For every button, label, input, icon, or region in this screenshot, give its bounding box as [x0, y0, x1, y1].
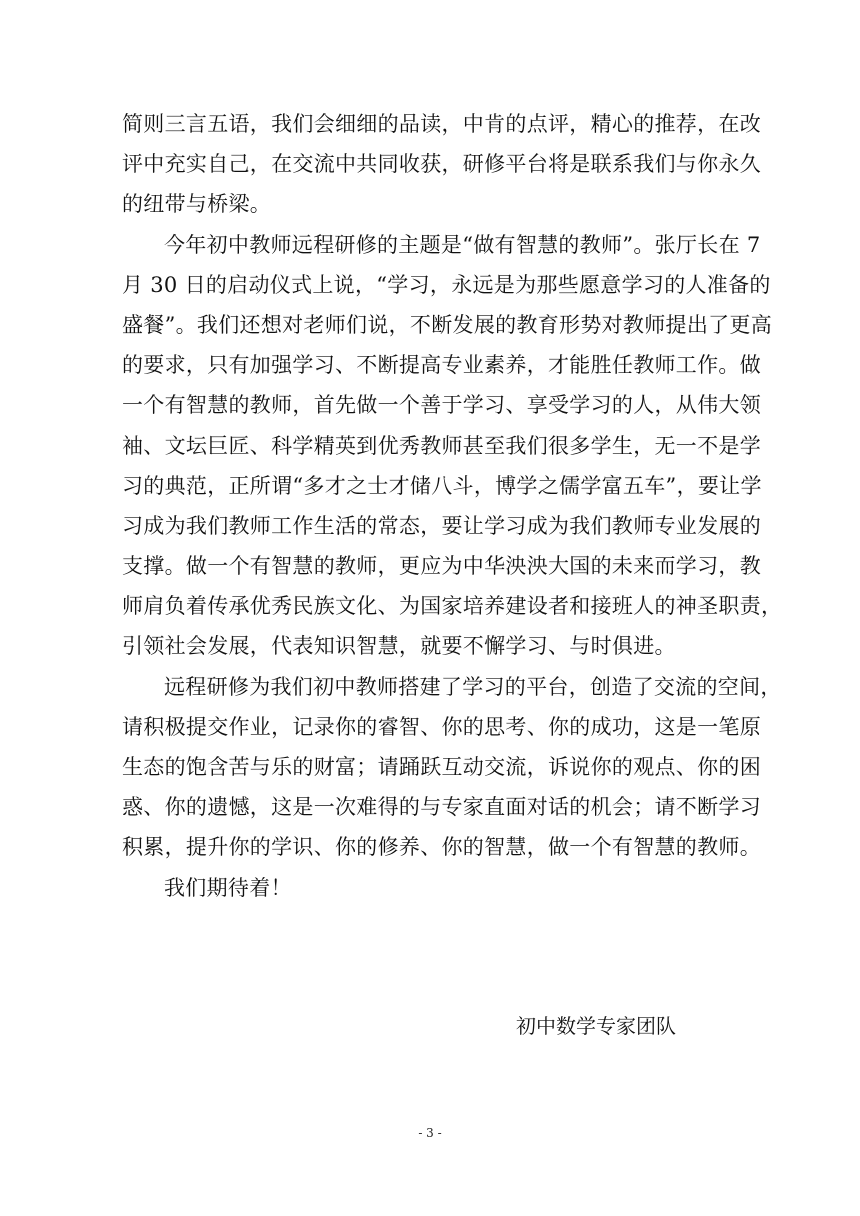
text-line: 习成为我们教师工作生活的常态，要让学习成为我们教师专业发展的 — [122, 513, 761, 538]
text-line: 支撑。做一个有智慧的教师，更应为中华泱泱大国的未来而学习，教 — [122, 554, 761, 579]
text-line: 积累，提升你的学识、你的修养、你的智慧，做一个有智慧的教师。 — [122, 835, 761, 860]
closing-line: 我们期待着！ — [164, 875, 292, 900]
text-line: 请积极提交作业，记录你的睿智、你的思考、你的成功，这是一笔原 — [122, 714, 761, 739]
page-number: - 3 - — [418, 1126, 442, 1140]
text-line: 月 30 日的启动仪式上说，“学习，永远是为那些愿意学习的人准备的 — [122, 272, 771, 297]
text-line: 的纽带与桥梁。 — [122, 192, 272, 217]
text-line: 引领社会发展，代表知识智慧，就要不懈学习、与时俱进。 — [122, 634, 676, 659]
text-line: 习的典范，正所谓“多才之士才储八斗，博学之儒学富五车”，要让学 — [122, 473, 762, 498]
body-text — [122, 104, 783, 908]
text-line: 一个有智慧的教师，首先做一个善于学习、享受学习的人，从伟大领 — [122, 393, 761, 418]
text-line: 师肩负着传承优秀民族文化、为国家培养建设者和接班人的神圣职责， — [122, 594, 783, 619]
text-line: 的要求，只有加强学习、不断提高专业素养，才能胜任教师工作。做 — [122, 353, 761, 378]
paragraph-start-line: 今年初中教师远程研修的主题是“做有智慧的教师”。张厅长在 7 — [164, 232, 761, 257]
text-line: 评中充实自己，在交流中共同收获，研修平台将是联系我们与你永久 — [122, 152, 761, 177]
text-line: 盛餐”。我们还想对老师们说，不断发展的教育形势对教师提出了更高 — [122, 312, 773, 337]
signature: 初中数学专家团队 — [516, 1014, 676, 1038]
paragraph-start-line: 远程研修为我们初中教师搭建了学习的平台，创造了交流的空间， — [164, 674, 782, 699]
text-line: 简则三言五语，我们会细细的品读，中肯的点评，精心的推荐，在改 — [122, 112, 761, 136]
text-line: 生态的饱含苦与乐的财富；请踊跃互动交流，诉说你的观点、你的困 — [122, 755, 761, 779]
text-line: 袖、文坛巨匠、科学精英到优秀教师甚至我们很多学生，无一不是学 — [122, 433, 761, 458]
text-line: 惑、你的遗憾，这是一次难得的与专家直面对话的机会；请不断学习 — [122, 795, 761, 820]
